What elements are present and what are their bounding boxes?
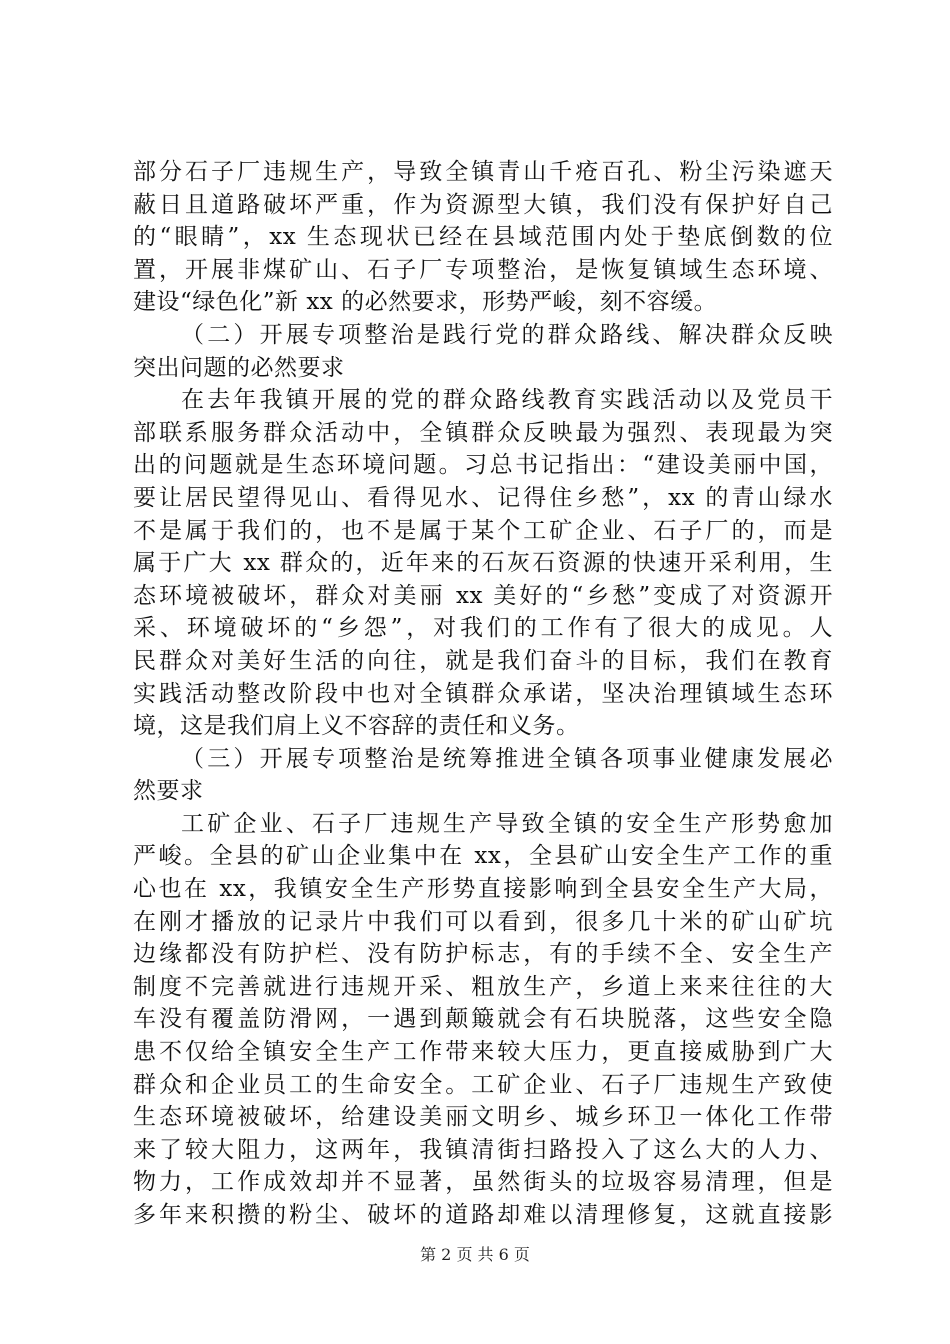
text-line: 在去年我镇开展的党的群众路线教育实践活动以及党员干	[181, 387, 833, 414]
text-line: 的“眼睛”，xx 生态现状已经在县域范围内处于垫底倒数的位	[133, 224, 833, 251]
text-line: 建设“绿色化”新 xx 的必然要求，形势严峻，刻不容缓。	[133, 289, 718, 316]
text-line: 实践活动整改阶段中也对全镇群众承诺，坚决治理镇域生态环	[133, 680, 833, 707]
text-line: 群众和企业员工的生命安全。工矿企业、石子厂违规生产致使	[133, 1071, 833, 1098]
text-line: 境，这是我们肩上义不容辞的责任和义务。	[133, 713, 580, 740]
text-line: 多年来积攒的粉尘、破坏的道路却难以清理修复，这就直接影	[133, 1202, 833, 1228]
text-line: 出的问题就是生态环境问题。习总书记指出：“建设美丽中国，	[133, 452, 833, 479]
text-line: （三）开展专项整治是统筹推进全镇各项事业健康发展必	[181, 745, 833, 772]
text-line: （二）开展专项整治是践行党的群众路线、解决群众反映	[181, 321, 833, 348]
text-line: 严峻。全县的矿山企业集中在 xx，全县矿山安全生产工作的重	[133, 843, 833, 870]
text-line: 要让居民望得见山、看得见水、记得住乡愁”，xx 的青山绿水	[133, 484, 833, 511]
text-line: 车没有覆盖防滑网，一遇到颠簸就会有石块脱落，这些安全隐	[133, 1006, 833, 1033]
text-line: 制度不完善就进行违规开采、粗放生产，乡道上来来往往的大	[133, 973, 833, 1000]
text-line: 生态环境被破坏，给建设美丽文明乡、城乡环卫一体化工作带	[133, 1104, 833, 1131]
text-line: 民群众对美好生活的向往，就是我们奋斗的目标，我们在教育	[133, 647, 833, 674]
text-line: 态环境被破坏，群众对美丽 xx 美好的“乡愁”变成了对资源开	[133, 582, 833, 609]
text-line: 在刚才播放的记录片中我们可以看到，很多几十米的矿山矿坑	[133, 908, 833, 935]
page-footer	[0, 1242, 950, 1265]
text-line: 心也在 xx，我镇安全生产形势直接影响到全县安全生产大局，	[133, 876, 833, 903]
text-line: 边缘都没有防护栏、没有防护标志，有的手续不全、安全生产	[133, 941, 833, 968]
text-line: 不是属于我们的，也不是属于某个工矿企业、石子厂的，而是	[133, 517, 833, 544]
text-line: 部联系服务群众活动中，全镇群众反映最为强烈、表现最为突	[133, 419, 833, 446]
text-line: 物力，工作成效却并不显著，虽然街头的垃圾容易清理，但是	[133, 1169, 833, 1196]
text-line: 属于广大 xx 群众的，近年来的石灰石资源的快速开采利用，生	[133, 550, 833, 577]
text-line: 然要求	[133, 778, 204, 805]
document-body	[133, 156, 833, 1232]
text-line: 部分石子厂违规生产，导致全镇青山千疮百孔、粉尘污染遮天	[133, 159, 833, 185]
text-line: 来了较大阻力，这两年，我镇清街扫路投入了这么大的人力、	[133, 1136, 833, 1163]
text-line: 突出问题的必然要求	[133, 354, 345, 381]
page-number-label: 第 2 页 共 6 页	[420, 1245, 530, 1264]
text-line: 工矿企业、石子厂违规生产导致全镇的安全生产形势愈加	[181, 810, 833, 837]
text-line: 患不仅给全镇安全生产工作带来较大压力，更直接威胁到广大	[133, 1039, 833, 1066]
text-line: 采、环境破坏的“乡怨”，对我们的工作有了很大的成见。人	[133, 615, 833, 642]
text-line: 置，开展非煤矿山、石子厂专项整治，是恢复镇域生态环境、	[133, 256, 833, 283]
text-line: 蔽日且道路破坏严重，作为资源型大镇，我们没有保护好自己	[133, 191, 833, 218]
